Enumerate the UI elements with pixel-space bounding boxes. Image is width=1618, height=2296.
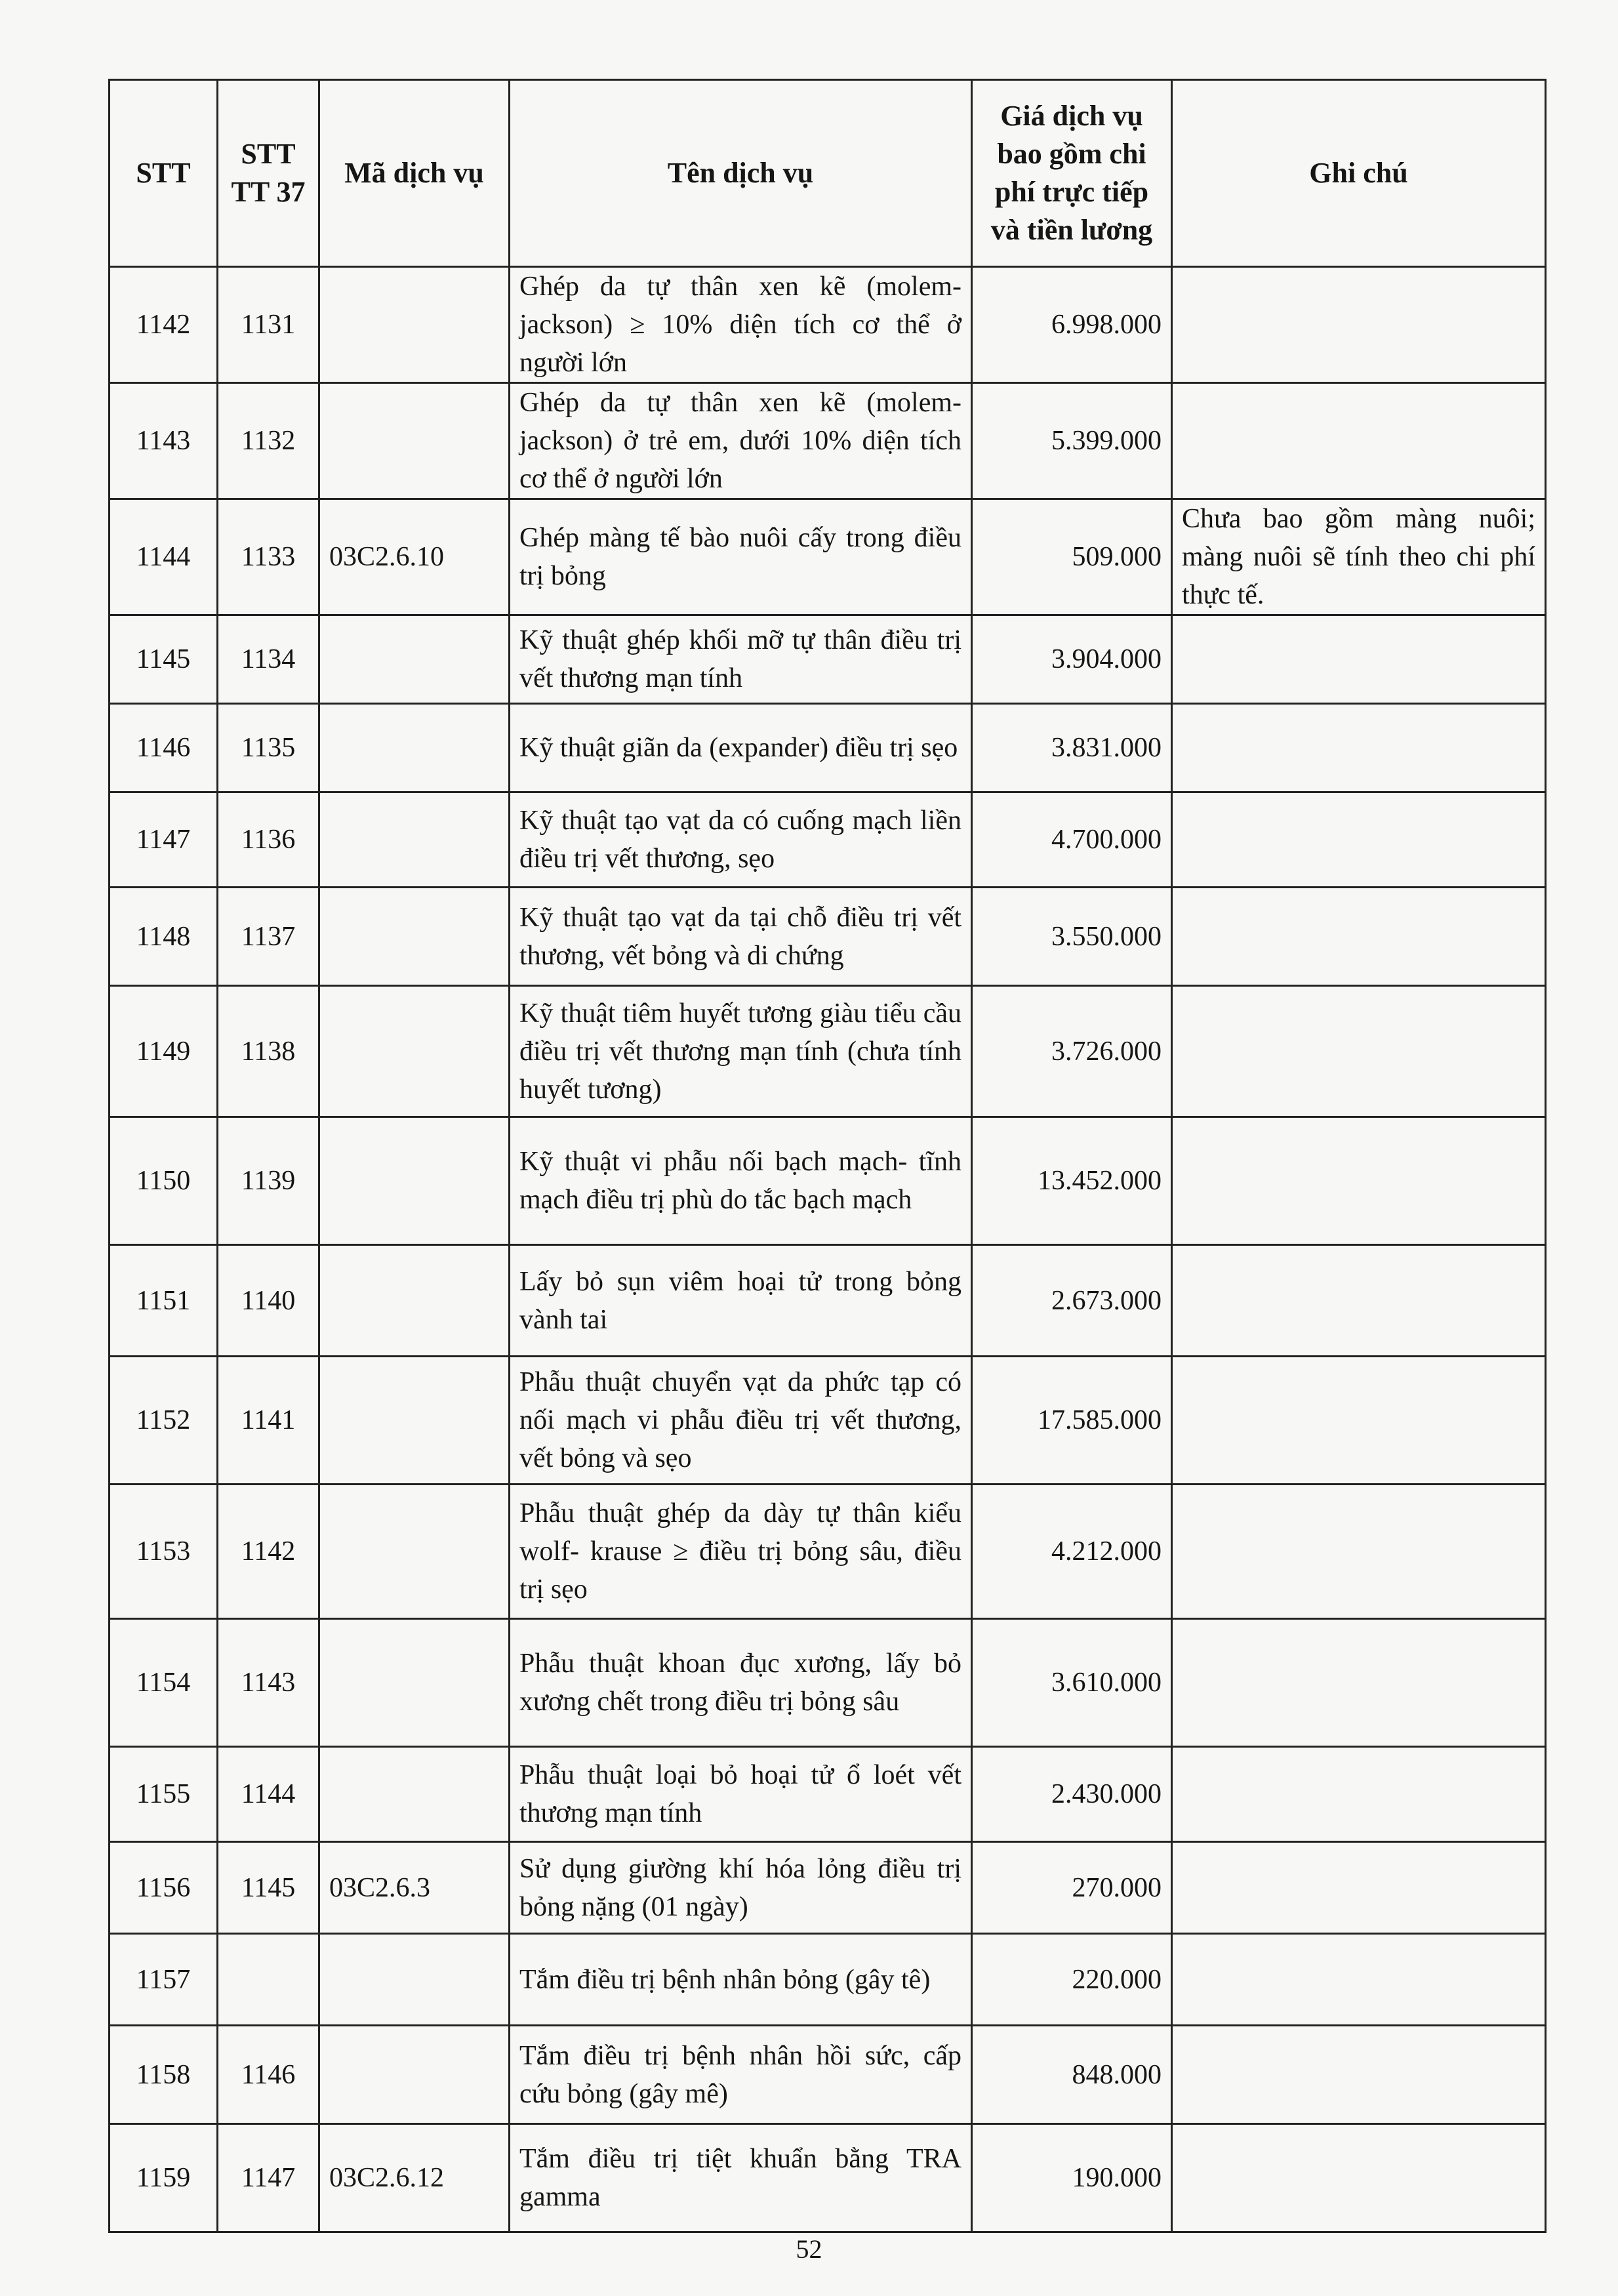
note-cell <box>1172 986 1546 1117</box>
service-price-cell: 17.585.000 <box>972 1357 1172 1485</box>
stt-cell: 1148 <box>110 888 218 986</box>
stt-cell: 1155 <box>110 1747 218 1842</box>
service-price-table <box>108 79 1547 2233</box>
stt-tt37-cell: 1146 <box>218 2026 319 2124</box>
service-name-cell: Tắm điều trị bệnh nhân hồi sức, cấp cứu bỏng (gây mê) <box>510 2026 972 2124</box>
note-cell <box>1172 1485 1546 1619</box>
service-code-cell <box>319 1747 510 1842</box>
note-cell <box>1172 2026 1546 2124</box>
stt-tt37-cell: 1139 <box>218 1117 319 1245</box>
table-row <box>110 499 1546 615</box>
table-row <box>110 1934 1546 2026</box>
service-name-cell: Phẫu thuật khoan đục xương, lấy bỏ xương chết trong điều trị bỏng sâu <box>510 1619 972 1747</box>
stt-tt37-cell: 1140 <box>218 1245 319 1357</box>
service-price-cell: 3.726.000 <box>972 986 1172 1117</box>
stt-cell: 1157 <box>110 1934 218 2026</box>
table-row <box>110 1357 1546 1485</box>
header-gia-dich-vu: Giá dịch vụ bao gồm chi phí trực tiếp và tiền lương <box>972 80 1172 267</box>
service-price-cell: 270.000 <box>972 1842 1172 1934</box>
stt-tt37-cell: 1137 <box>218 888 319 986</box>
service-price-cell: 848.000 <box>972 2026 1172 2124</box>
service-price-cell: 2.673.000 <box>972 1245 1172 1357</box>
service-name-cell: Phẫu thuật loại bỏ hoại tử ổ loét vết thương mạn tính <box>510 1747 972 1842</box>
stt-tt37-cell: 1141 <box>218 1357 319 1485</box>
service-name-cell: Phẫu thuật chuyển vạt da phức tạp có nối mạch vi phẫu điều trị vết thương, vết bỏng và sẹo <box>510 1357 972 1485</box>
stt-cell: 1156 <box>110 1842 218 1934</box>
service-price-cell: 3.610.000 <box>972 1619 1172 1747</box>
service-code-cell <box>319 1619 510 1747</box>
note-cell <box>1172 1117 1546 1245</box>
table-row <box>110 1619 1546 1747</box>
table-row <box>110 792 1546 888</box>
header-stt: STT <box>110 80 218 267</box>
header-ten-dich-vu: Tên dịch vụ <box>510 80 972 267</box>
stt-cell: 1150 <box>110 1117 218 1245</box>
header-stt-tt37: STT TT 37 <box>218 80 319 267</box>
table-row <box>110 2026 1546 2124</box>
stt-cell: 1146 <box>110 704 218 792</box>
table-row <box>110 1245 1546 1357</box>
service-name-cell: Kỹ thuật vi phẫu nối bạch mạch- tĩnh mạch điều trị phù do tắc bạch mạch <box>510 1117 972 1245</box>
stt-tt37-cell <box>218 1934 319 2026</box>
service-name-cell: Ghép da tự thân xen kẽ (molem-jackson) ở trẻ em, dưới 10% diện tích cơ thể ở người lớn <box>510 383 972 499</box>
service-name-cell: Tắm điều trị tiệt khuẩn bằng TRA gamma <box>510 2124 972 2232</box>
table-row <box>110 267 1546 383</box>
stt-tt37-cell: 1133 <box>218 499 319 615</box>
service-price-cell: 4.700.000 <box>972 792 1172 888</box>
service-price-cell: 3.550.000 <box>972 888 1172 986</box>
service-code-cell <box>319 1245 510 1357</box>
stt-tt37-cell: 1143 <box>218 1619 319 1747</box>
service-name-cell: Kỹ thuật tiêm huyết tương giàu tiểu cầu điều trị vết thương mạn tính (chưa tính huyết tương) <box>510 986 972 1117</box>
service-price-cell: 4.212.000 <box>972 1485 1172 1619</box>
service-price-cell: 2.430.000 <box>972 1747 1172 1842</box>
table-row <box>110 986 1546 1117</box>
service-code-cell: 03C2.6.10 <box>319 499 510 615</box>
stt-cell: 1145 <box>110 615 218 704</box>
table-row <box>110 2124 1546 2232</box>
stt-tt37-cell: 1145 <box>218 1842 319 1934</box>
note-cell <box>1172 1357 1546 1485</box>
service-code-cell <box>319 267 510 383</box>
service-price-cell: 509.000 <box>972 499 1172 615</box>
stt-cell: 1158 <box>110 2026 218 2124</box>
service-code-cell <box>319 986 510 1117</box>
service-name-cell: Kỹ thuật ghép khối mỡ tự thân điều trị vết thương mạn tính <box>510 615 972 704</box>
note-cell <box>1172 1619 1546 1747</box>
table-row <box>110 1842 1546 1934</box>
service-name-cell: Lấy bỏ sụn viêm hoại tử trong bỏng vành tai <box>510 1245 972 1357</box>
table-row <box>110 888 1546 986</box>
service-name-cell: Phẫu thuật ghép da dày tự thân kiểu wolf- krause ≥ điều trị bỏng sâu, điều trị sẹo <box>510 1485 972 1619</box>
service-name-cell: Tắm điều trị bệnh nhân bỏng (gây tê) <box>510 1934 972 2026</box>
note-cell <box>1172 615 1546 704</box>
service-price-cell: 190.000 <box>972 2124 1172 2232</box>
service-name-cell: Ghép da tự thân xen kẽ (molem-jackson) ≥ 10% diện tích cơ thể ở người lớn <box>510 267 972 383</box>
stt-tt37-cell: 1135 <box>218 704 319 792</box>
service-price-cell: 3.904.000 <box>972 615 1172 704</box>
stt-tt37-cell: 1138 <box>218 986 319 1117</box>
stt-cell: 1153 <box>110 1485 218 1619</box>
stt-tt37-cell: 1147 <box>218 2124 319 2232</box>
service-code-cell <box>319 792 510 888</box>
note-cell <box>1172 792 1546 888</box>
table-row <box>110 1485 1546 1619</box>
stt-tt37-cell: 1131 <box>218 267 319 383</box>
stt-cell: 1143 <box>110 383 218 499</box>
note-cell <box>1172 1747 1546 1842</box>
stt-cell: 1152 <box>110 1357 218 1485</box>
service-price-cell: 6.998.000 <box>972 267 1172 383</box>
service-name-cell: Kỹ thuật tạo vạt da tại chỗ điều trị vết thương, vết bỏng và di chứng <box>510 888 972 986</box>
service-name-cell: Kỹ thuật tạo vạt da có cuống mạch liền điều trị vết thương, sẹo <box>510 792 972 888</box>
stt-tt37-cell: 1144 <box>218 1747 319 1842</box>
service-name-cell: Sử dụng giường khí hóa lỏng điều trị bỏng nặng (01 ngày) <box>510 1842 972 1934</box>
note-cell <box>1172 1842 1546 1934</box>
service-code-cell <box>319 888 510 986</box>
note-cell <box>1172 704 1546 792</box>
note-cell <box>1172 383 1546 499</box>
stt-cell: 1142 <box>110 267 218 383</box>
service-code-cell <box>319 1357 510 1485</box>
service-price-cell: 13.452.000 <box>972 1117 1172 1245</box>
service-price-cell: 3.831.000 <box>972 704 1172 792</box>
service-code-cell <box>319 1117 510 1245</box>
service-code-cell <box>319 383 510 499</box>
table-row <box>110 1747 1546 1842</box>
header-ma-dich-vu: Mã dịch vụ <box>319 80 510 267</box>
header-ghi-chu: Ghi chú <box>1172 80 1546 267</box>
stt-cell: 1149 <box>110 986 218 1117</box>
stt-cell: 1154 <box>110 1619 218 1747</box>
service-name-cell: Ghép màng tế bào nuôi cấy trong điều trị bỏng <box>510 499 972 615</box>
service-code-cell <box>319 1485 510 1619</box>
stt-tt37-cell: 1142 <box>218 1485 319 1619</box>
table-row <box>110 383 1546 499</box>
service-code-cell: 03C2.6.3 <box>319 1842 510 1934</box>
stt-cell: 1144 <box>110 499 218 615</box>
stt-tt37-cell: 1132 <box>218 383 319 499</box>
stt-tt37-cell: 1136 <box>218 792 319 888</box>
service-price-cell: 220.000 <box>972 1934 1172 2026</box>
service-price-cell: 5.399.000 <box>972 383 1172 499</box>
table-row <box>110 704 1546 792</box>
note-cell <box>1172 1934 1546 2026</box>
service-code-cell <box>319 615 510 704</box>
note-cell <box>1172 1245 1546 1357</box>
stt-cell: 1151 <box>110 1245 218 1357</box>
page-number: 52 <box>796 2234 822 2264</box>
service-code-cell: 03C2.6.12 <box>319 2124 510 2232</box>
note-cell <box>1172 267 1546 383</box>
table-row <box>110 1117 1546 1245</box>
stt-cell: 1159 <box>110 2124 218 2232</box>
table-header-row <box>110 80 1546 267</box>
service-code-cell <box>319 2026 510 2124</box>
note-cell <box>1172 888 1546 986</box>
service-code-cell <box>319 704 510 792</box>
note-cell: Chưa bao gồm màng nuôi; màng nuôi sẽ tính theo chi phí thực tế. <box>1172 499 1546 615</box>
table-row <box>110 615 1546 704</box>
note-cell <box>1172 2124 1546 2232</box>
stt-cell: 1147 <box>110 792 218 888</box>
stt-tt37-cell: 1134 <box>218 615 319 704</box>
service-code-cell <box>319 1934 510 2026</box>
service-name-cell: Kỹ thuật giãn da (expander) điều trị sẹo <box>510 704 972 792</box>
